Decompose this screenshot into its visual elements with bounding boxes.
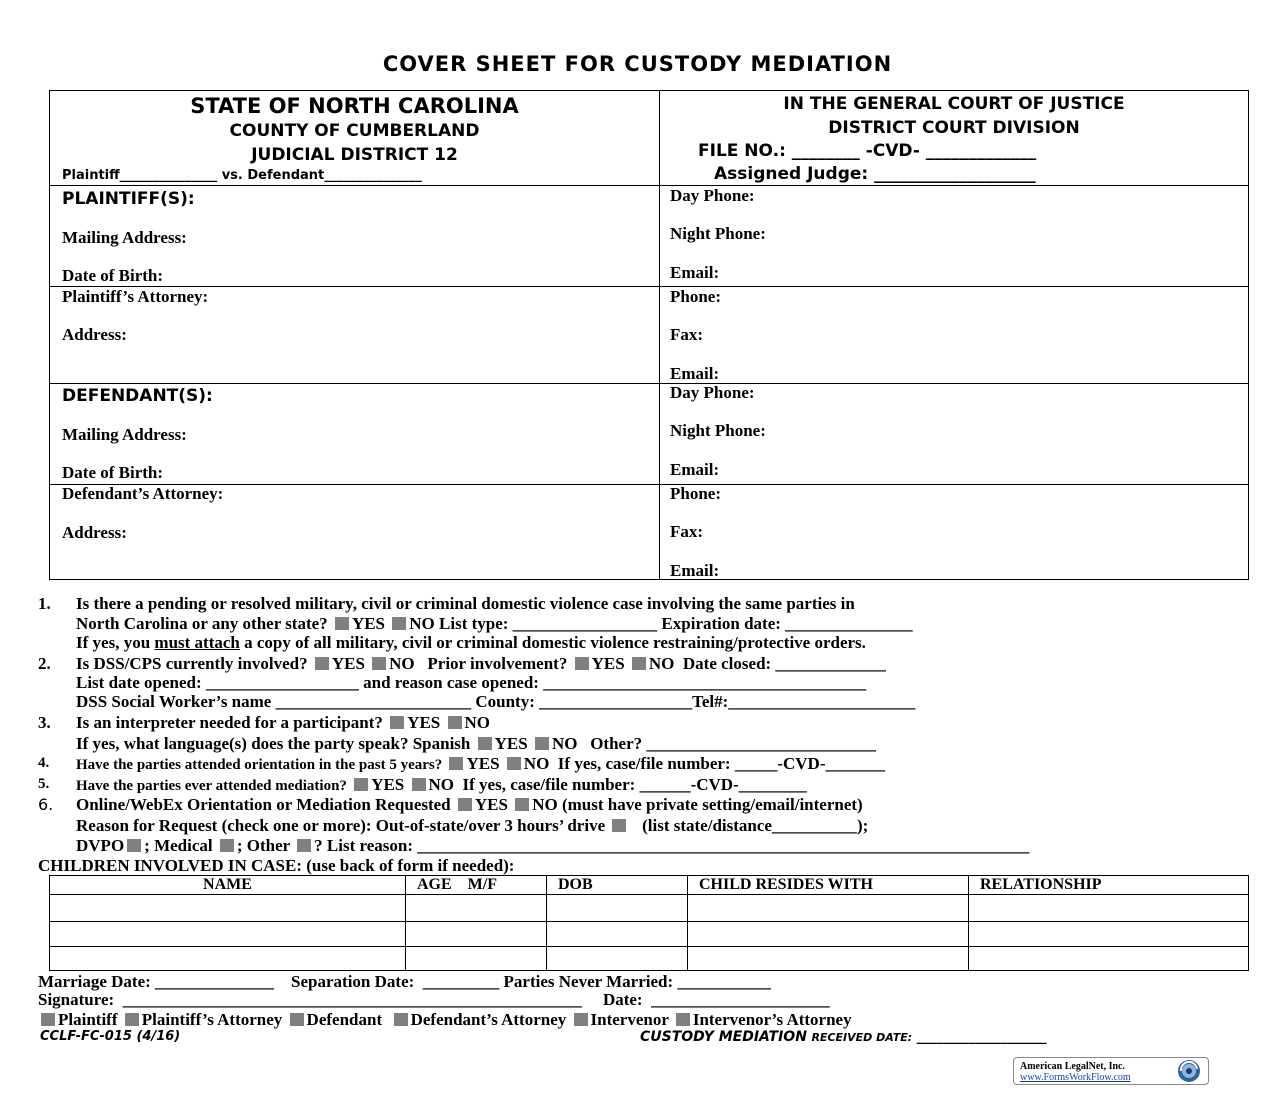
q5-no-checkbox[interactable] xyxy=(412,778,426,791)
q2-no-checkbox[interactable] xyxy=(372,657,386,670)
row-divider xyxy=(50,921,1248,922)
county-heading: COUNTY OF CUMBERLAND xyxy=(229,121,480,141)
plaintiff-attorney-email-label: Email: xyxy=(670,364,720,383)
page-title: COVER SHEET FOR CUSTODY MEDIATION xyxy=(382,52,893,76)
signer-role-options: Plaintiff Plaintiff’s Attorney Defendant Defendant’s Attorney Intervenor Intervenor’s Attorney xyxy=(38,1010,852,1030)
defendant-attorney-email-label: Email: xyxy=(670,561,720,580)
district-heading: JUDICIAL DISTRICT 12 xyxy=(251,145,458,165)
col-header-relationship: RELATIONSHIP xyxy=(980,876,1102,893)
column-divider xyxy=(687,876,688,970)
question-6-line-3: DVPO ; Medical ; Other ? List reason: ________________________________________________________________________ xyxy=(76,836,1030,855)
globe-icon xyxy=(1172,1059,1206,1083)
question-6-line-2: Reason for Request (check one or more): Out-of-state/over 3 hours’ drive (list state/distance__________); xyxy=(76,816,869,835)
american-legalnet-logo[interactable] xyxy=(1013,1057,1209,1085)
q6-other-checkbox[interactable] xyxy=(297,839,311,852)
party-info-table xyxy=(49,90,1249,580)
col-header-resides-with: CHILD RESIDES WITH xyxy=(699,876,873,893)
plaintiff-attorney-fax-label: Fax: xyxy=(670,325,704,344)
signature-line[interactable]: Signature: ______________________________________________________ Date: _____________________ xyxy=(38,990,830,1009)
defendant-attorney-address-label: Address: xyxy=(62,523,127,542)
row-divider xyxy=(50,383,1248,384)
role-defendant-checkbox[interactable] xyxy=(290,1013,304,1026)
q1-yes-checkbox[interactable] xyxy=(335,617,349,630)
q4-yes-checkbox[interactable] xyxy=(449,757,463,770)
row-divider xyxy=(50,286,1248,287)
defendant-mailing-address-label: Mailing Address: xyxy=(62,425,187,444)
question-6-text: Online/WebEx Orientation or Mediation Requested YES NO (must have private setting/email/internet) xyxy=(76,795,863,814)
court-heading: IN THE GENERAL COURT OF JUSTICE xyxy=(783,94,1125,114)
question-3-text: Is an interpreter needed for a participant? YES NO xyxy=(76,713,490,732)
logo-url-link[interactable]: www.FormsWorkFlow.com xyxy=(1020,1072,1131,1083)
column-divider xyxy=(405,876,406,970)
children-table xyxy=(49,875,1249,971)
question-1-line-2: North Carolina or any other state? YES NO List type: _________________ Expiration date: _______________ xyxy=(76,614,913,633)
question-2-number: 2. xyxy=(38,654,51,673)
file-number-field[interactable]: FILE NO.: ________ -CVD- _____________ xyxy=(698,141,1037,161)
plaintiff-attorney-address-label: Address: xyxy=(62,325,127,344)
question-4-text: Have the parties attended orientation in the past 5 years? YES NO If yes, case/file number: _____-CVD-_______ xyxy=(76,754,885,773)
q3-yes-checkbox[interactable] xyxy=(390,716,404,729)
defendant-heading: DEFENDANT(S): xyxy=(62,386,213,406)
question-1-line-3: If yes, you must attach a copy of all military, civil or criminal domestic violence restraining/protective orders. xyxy=(76,633,866,652)
q2-prior-no-checkbox[interactable] xyxy=(632,657,646,670)
marriage-separation-dates[interactable]: Marriage Date: ______________ Separation Date: _________ Parties Never Married: ___________ xyxy=(38,972,771,991)
q6-dvpo-checkbox[interactable] xyxy=(127,839,141,852)
question-3-number: 3. xyxy=(38,713,51,732)
question-2-line-3[interactable]: DSS Social Worker’s name _______________________ County: __________________Tel#:______________________ xyxy=(76,692,916,711)
plaintiff-attorney-label: Plaintiff’s Attorney: xyxy=(62,287,209,306)
q3-no-checkbox[interactable] xyxy=(448,716,462,729)
q6-no-checkbox[interactable] xyxy=(515,798,529,811)
q1-no-checkbox[interactable] xyxy=(392,617,406,630)
defendant-dob-label: Date of Birth: xyxy=(62,463,164,482)
plaintiff-heading: PLAINTIFF(S): xyxy=(62,189,195,209)
column-divider xyxy=(546,876,547,970)
plaintiff-day-phone-label: Day Phone: xyxy=(670,186,755,205)
q2-yes-checkbox[interactable] xyxy=(315,657,329,670)
role-plaintiff-checkbox[interactable] xyxy=(41,1013,55,1026)
q4-no-checkbox[interactable] xyxy=(507,757,521,770)
state-heading: STATE OF NORTH CAROLINA xyxy=(190,94,519,118)
question-1-number: 1. xyxy=(38,594,51,613)
defendant-attorney-label: Defendant’s Attorney: xyxy=(62,484,224,503)
plaintiff-night-phone-label: Night Phone: xyxy=(670,224,766,243)
row-divider xyxy=(50,185,1248,186)
plaintiff-mailing-address-label: Mailing Address: xyxy=(62,228,187,247)
question-5-text: Have the parties ever attended mediation? YES NO If yes, case/file number: ______-CVD-________ xyxy=(76,775,807,794)
q6-medical-checkbox[interactable] xyxy=(220,839,234,852)
col-header-name: NAME xyxy=(203,876,252,893)
column-divider xyxy=(659,91,660,579)
plaintiff-vs-defendant[interactable]: Plaintiff_______________ vs. Defendant_______________ xyxy=(62,168,422,183)
question-6-number: 6. xyxy=(38,795,54,814)
question-2-text: Is DSS/CPS currently involved? YES NO Prior involvement? YES NO Date closed: _____________ xyxy=(76,654,886,673)
question-1-text: Is there a pending or resolved military, civil or criminal domestic violence case involving the same parties in xyxy=(76,594,855,613)
q3-spanish-yes-checkbox[interactable] xyxy=(478,737,492,750)
defendant-attorney-phone-label: Phone: xyxy=(670,484,721,503)
column-divider xyxy=(968,876,969,970)
children-heading: CHILDREN INVOLVED IN CASE: (use back of form if needed): xyxy=(38,856,515,875)
logo-company-name: American LegalNet, Inc. xyxy=(1020,1061,1125,1072)
question-2-line-2[interactable]: List date opened: __________________ and reason case opened: ______________________________________ xyxy=(76,673,867,692)
defendant-email-label: Email: xyxy=(670,460,720,479)
division-heading: DISTRICT COURT DIVISION xyxy=(828,118,1080,138)
role-intervenor-checkbox[interactable] xyxy=(574,1013,588,1026)
row-divider xyxy=(50,894,1248,895)
defendant-attorney-fax-label: Fax: xyxy=(670,522,704,541)
row-divider xyxy=(50,946,1248,947)
role-defendant-attorney-checkbox[interactable] xyxy=(394,1013,408,1026)
role-intervenor-attorney-checkbox[interactable] xyxy=(676,1013,690,1026)
plaintiff-attorney-phone-label: Phone: xyxy=(670,287,721,306)
defendant-day-phone-label: Day Phone: xyxy=(670,383,755,402)
question-3-line-2: If yes, what language(s) does the party speak? Spanish YES NO Other? ___________________________ xyxy=(76,734,876,753)
assigned-judge-field[interactable]: Assigned Judge: ___________________ xyxy=(714,164,1036,184)
col-header-age-mf: AGE M/F xyxy=(417,876,497,893)
plaintiff-dob-label: Date of Birth: xyxy=(62,266,164,285)
q3-spanish-no-checkbox[interactable] xyxy=(535,737,549,750)
col-header-dob: DOB xyxy=(558,876,593,893)
q2-prior-yes-checkbox[interactable] xyxy=(575,657,589,670)
defendant-night-phone-label: Night Phone: xyxy=(670,421,766,440)
q5-yes-checkbox[interactable] xyxy=(354,778,368,791)
role-plaintiff-attorney-checkbox[interactable] xyxy=(125,1013,139,1026)
form-id: CCLF-FC-015 (4/16) xyxy=(40,1029,181,1044)
q6-out-of-state-checkbox[interactable] xyxy=(612,819,626,832)
q6-yes-checkbox[interactable] xyxy=(458,798,472,811)
row-divider xyxy=(50,484,1248,485)
received-date-field: CUSTODY MEDIATION RECEIVED DATE: ____________________ xyxy=(640,1029,1047,1045)
question-5-number: 5. xyxy=(38,776,50,792)
plaintiff-email-label: Email: xyxy=(670,263,720,282)
question-4-number: 4. xyxy=(38,755,50,771)
